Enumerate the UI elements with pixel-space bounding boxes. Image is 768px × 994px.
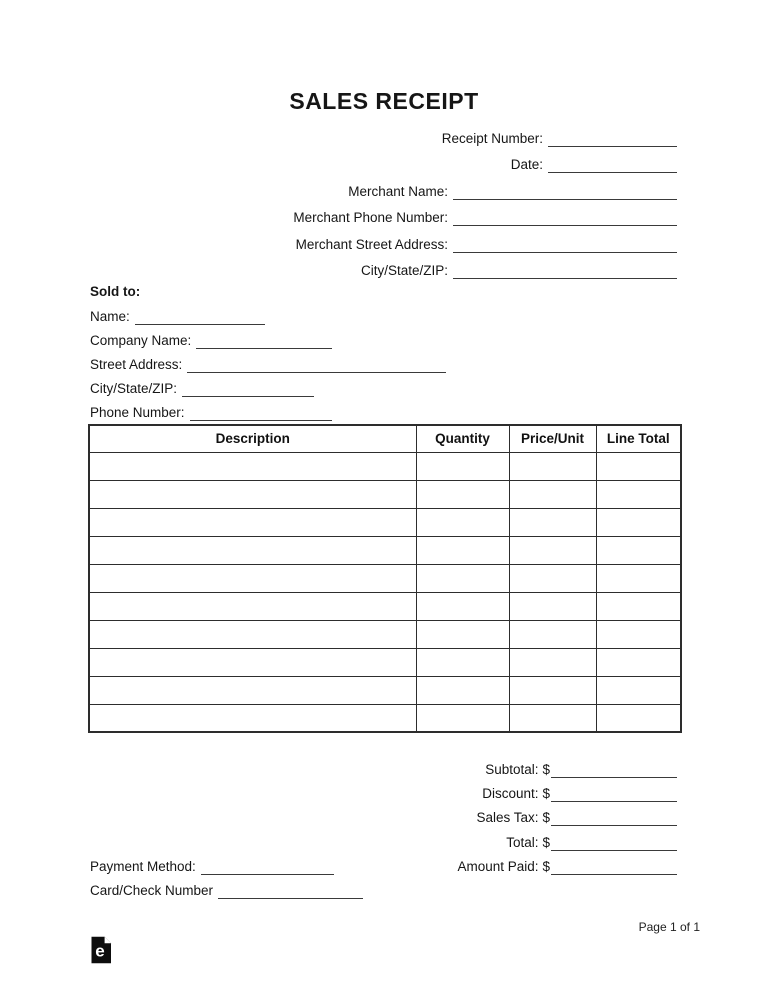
item-cell-line-total[interactable] (596, 564, 681, 592)
item-cell-quantity[interactable] (416, 564, 509, 592)
merchant-street-blank[interactable] (453, 239, 677, 253)
item-row (89, 648, 681, 676)
merchant-fields-block (293, 126, 677, 284)
item-cell-quantity[interactable] (416, 648, 509, 676)
discount-currency-symbol: $ (542, 786, 550, 802)
merchant-name-blank[interactable] (453, 186, 677, 200)
item-cell-quantity[interactable] (416, 480, 509, 508)
item-row (89, 676, 681, 704)
item-row (89, 564, 681, 592)
subtotal-field (457, 758, 677, 782)
item-row (89, 592, 681, 620)
total-currency-symbol: $ (542, 834, 550, 850)
date-field (293, 152, 677, 178)
item-row (89, 704, 681, 732)
item-cell-quantity[interactable] (416, 704, 509, 732)
item-cell-line-total[interactable] (596, 676, 681, 704)
buyer-phone-label: Phone Number: (90, 405, 185, 421)
item-cell-quantity[interactable] (416, 452, 509, 480)
item-cell-price-unit[interactable] (509, 508, 596, 536)
payment-method-label: Payment Method: (90, 859, 196, 874)
date-label: Date: (510, 157, 543, 173)
card-check-number-label: Card/Check Number (90, 882, 214, 898)
subtotal-blank[interactable] (551, 764, 677, 778)
item-cell-line-total[interactable] (596, 704, 681, 732)
item-cell-price-unit[interactable] (509, 704, 596, 732)
merchant-name-label: Merchant Name: (348, 183, 448, 199)
item-cell-line-total[interactable] (596, 536, 681, 564)
total-field (457, 831, 677, 855)
item-row (89, 620, 681, 648)
amount-paid-field (457, 855, 677, 879)
total-blank[interactable] (551, 837, 677, 851)
buyer-street-blank[interactable] (187, 359, 446, 373)
amount-paid-label: Amount Paid: (457, 858, 539, 874)
page-indicator: Page 1 of 1 (638, 920, 700, 934)
subtotal-currency-symbol: $ (542, 762, 550, 777)
payment-block (90, 855, 363, 902)
eforms-document-logo (90, 936, 112, 964)
items-table (88, 424, 682, 733)
buyer-company-field (90, 329, 446, 353)
item-cell-description[interactable] (89, 480, 416, 508)
item-cell-description[interactable] (89, 676, 416, 704)
item-row (89, 480, 681, 508)
merchant-street-field (293, 232, 677, 258)
payment-method-field (90, 855, 363, 879)
column-header-description: Description (89, 425, 416, 452)
sales-tax-label: Sales Tax: (476, 810, 539, 826)
item-cell-description[interactable] (89, 648, 416, 676)
receipt-number-blank[interactable] (548, 133, 677, 147)
item-cell-price-unit[interactable] (509, 592, 596, 620)
totals-block (457, 758, 677, 879)
merchant-street-label: Merchant Street Address: (295, 236, 448, 252)
column-header-quantity: Quantity (416, 425, 509, 452)
item-cell-line-total[interactable] (596, 452, 681, 480)
item-cell-price-unit[interactable] (509, 452, 596, 480)
item-cell-price-unit[interactable] (509, 564, 596, 592)
item-cell-price-unit[interactable] (509, 620, 596, 648)
buyer-street-label: Street Address: (90, 356, 183, 372)
buyer-company-label: Company Name: (90, 332, 192, 348)
subtotal-label: Subtotal: (485, 762, 539, 777)
card-check-number-blank[interactable] (218, 885, 363, 899)
discount-field (457, 782, 677, 806)
buyer-citystatezip-label: City/State/ZIP: (90, 381, 178, 397)
item-cell-description[interactable] (89, 536, 416, 564)
item-cell-quantity[interactable] (416, 592, 509, 620)
buyer-name-blank[interactable] (135, 311, 265, 325)
amount-paid-blank[interactable] (551, 861, 677, 875)
discount-blank[interactable] (551, 788, 677, 802)
item-cell-line-total[interactable] (596, 620, 681, 648)
buyer-citystatezip-field (90, 377, 446, 401)
merchant-phone-label: Merchant Phone Number: (293, 210, 448, 226)
buyer-phone-field (90, 401, 446, 425)
receipt-number-label: Receipt Number: (441, 131, 543, 146)
item-cell-line-total[interactable] (596, 480, 681, 508)
merchant-phone-blank[interactable] (453, 212, 677, 226)
item-cell-price-unit[interactable] (509, 676, 596, 704)
merchant-name-field (293, 179, 677, 205)
payment-method-blank[interactable] (201, 861, 334, 875)
column-header-line-total: Line Total (596, 425, 681, 452)
item-cell-quantity[interactable] (416, 536, 509, 564)
sold-to-heading: Sold to: (90, 284, 141, 299)
buyer-street-field (90, 353, 446, 377)
item-cell-quantity[interactable] (416, 620, 509, 648)
item-cell-description[interactable] (89, 564, 416, 592)
item-cell-price-unit[interactable] (509, 536, 596, 564)
item-cell-quantity[interactable] (416, 676, 509, 704)
buyer-company-blank[interactable] (196, 335, 332, 349)
amount-paid-currency-symbol: $ (542, 858, 550, 874)
item-row (89, 452, 681, 480)
merchant-citystatezip-blank[interactable] (453, 265, 677, 279)
sales-tax-currency-symbol: $ (542, 810, 550, 826)
buyer-citystatezip-blank[interactable] (182, 383, 314, 397)
items-table-wrapper (88, 424, 682, 733)
discount-label: Discount: (482, 786, 539, 802)
buyer-phone-blank[interactable] (190, 407, 332, 421)
item-row (89, 536, 681, 564)
buyer-name-label: Name: (90, 308, 130, 324)
item-cell-price-unit[interactable] (509, 480, 596, 508)
item-cell-description[interactable] (89, 704, 416, 732)
item-cell-price-unit[interactable] (509, 648, 596, 676)
item-cell-description[interactable] (89, 620, 416, 648)
page-title: SALES RECEIPT (289, 88, 479, 114)
sold-to-block (90, 280, 446, 425)
item-cell-description[interactable] (89, 592, 416, 620)
item-cell-line-total[interactable] (596, 648, 681, 676)
item-cell-description[interactable] (89, 452, 416, 480)
item-row (89, 508, 681, 536)
date-blank[interactable] (548, 159, 677, 173)
sales-tax-field (457, 806, 677, 830)
item-cell-description[interactable] (89, 508, 416, 536)
item-cell-line-total[interactable] (596, 592, 681, 620)
total-label: Total: (506, 834, 539, 850)
column-header-price-unit: Price/Unit (509, 425, 596, 452)
sales-tax-blank[interactable] (551, 812, 677, 826)
svg-text:e: e (95, 941, 105, 961)
items-table-header-row (89, 425, 681, 452)
merchant-phone-field (293, 205, 677, 231)
item-cell-line-total[interactable] (596, 508, 681, 536)
buyer-name-field (90, 305, 446, 329)
items-table-body (89, 452, 681, 732)
item-cell-quantity[interactable] (416, 508, 509, 536)
card-check-number-field (90, 879, 363, 903)
merchant-citystatezip-label: City/State/ZIP: (360, 262, 448, 278)
receipt-number-field (293, 126, 677, 152)
